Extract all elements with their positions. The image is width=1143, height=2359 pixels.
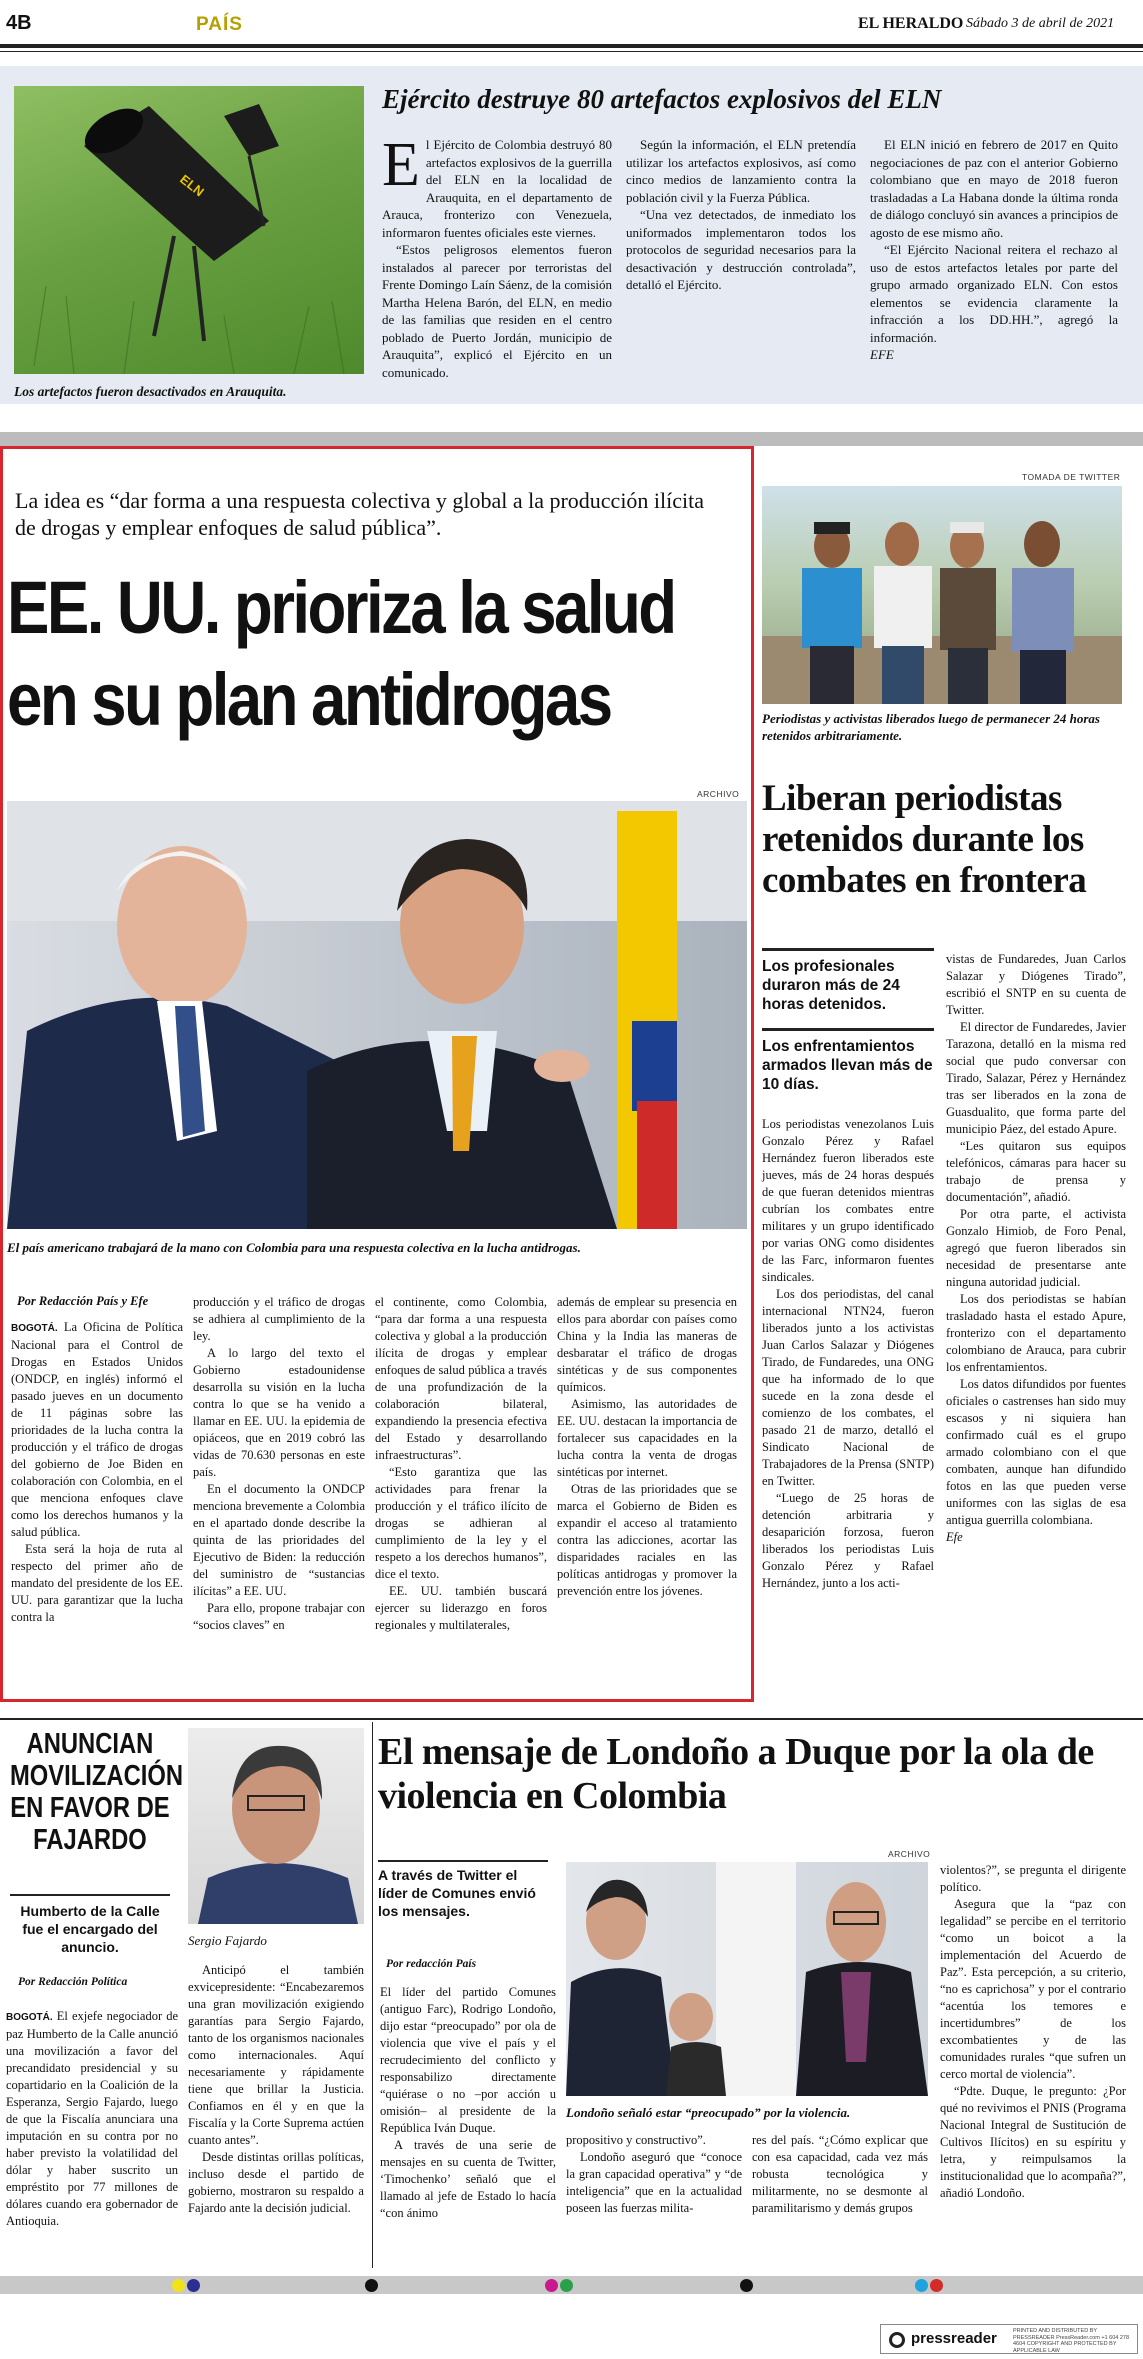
londono-story <box>378 1722 1138 2272</box>
dateline: BOGOTÁ. <box>6 2012 53 2023</box>
fajardo-headline: ANUNCIAN MOVILIZACIÓN EN FAVOR DE FAJARDO <box>10 1728 184 1856</box>
londono-subhead: A través de Twitter el líder de Comunes envió los mensajes. <box>378 1860 548 1920</box>
londono-byline: Por redacción País <box>386 1958 477 1970</box>
fajardo-photo-caption: Sergio Fajardo <box>188 1933 267 1948</box>
eln-column-2 <box>626 136 856 294</box>
paragraph: En el documento la ONDCP menciona brevemente a Colombia en el apartado donde describe la quinta de las prioridades del Ejecutivo de Biden: la reducción del suministro de “sustancias ilícitas” a EE. UU. <box>193 1482 365 1598</box>
paragraph: Asegura que la “paz con legalidad” se percibe en el territorio “como un boicot a la implementación del Acuerdo de Paz”. Esta percepción, a su criterio, “no es caprichosa” y por el contrario “acentúa los temores e incertidumbres” de los excombatientes y de las comunidades rurales “que sufren un cerco mortal de violencia”. <box>940 1897 1126 2081</box>
pressreader-logo-icon <box>889 2332 905 2348</box>
fajardo-column-2 <box>188 1962 364 2217</box>
londono-headline: El mensaje de Londoño a Duque por la ola de violencia en Colombia <box>378 1731 1094 1817</box>
paragraph: “Estos peligrosos elementos fueron instalados al parecer por terroristas del Frente Domingo Laín Sáenz, de la comisión Martha Helena Barón, del ELN, en medio de las familias que residen en el centro poblado de Puerto Jordán, municipio de Arauquita”, explicó el Ejército en un comunicado. <box>382 242 612 380</box>
newspaper-name: EL HERALDO <box>858 15 964 32</box>
paragraph: Anticipó el también exvicepresidente: “Encabezaremos una gran movilización exigiendo garantías para Sergio Fajardo, tanto de los organismos nacionales como internacionales. Aquí necesariamente y rápidamente tiene que brillar la Justicia. Confiamos en él y en que la Fiscalía y la Corte Suprema actúen cuanto antes”. <box>188 1963 364 2147</box>
journalists-story <box>762 446 1143 1702</box>
highlight-text: Los enfrentamientos armados llevan más de 10 días. <box>762 1038 933 1093</box>
drug-story <box>0 446 754 1702</box>
paragraph: Londoño aseguró que “conoce la gran capacidad operativa” y “de inteligencia” que en la actualidad poseen las fuerzas milita- <box>566 2150 742 2215</box>
registration-dot-blue <box>187 2279 200 2292</box>
paragraph: A través de una serie de mensajes en su cuenta de Twitter, ‘Timochenko’ señaló que el llamado al jefe de Estado lo hacía “con ánimo <box>380 2138 556 2220</box>
biden-duque-illustration <box>7 801 747 1229</box>
signature: Efe <box>946 1530 963 1544</box>
londono-column-3 <box>752 2132 928 2217</box>
biden-duque-photo <box>7 801 747 1229</box>
issue-date: Sábado 3 de abril de 2021 <box>966 16 1115 31</box>
bottom-section-rule <box>0 1718 1143 1720</box>
page-number: 4B <box>6 12 32 34</box>
registration-dot-yellow <box>172 2279 185 2292</box>
eln-story <box>0 66 1143 404</box>
paragraph: Otras de las prioridades que se marca el Gobierno de Biden es expandir el acceso al tratamiento contra las adicciones, acortar las disparidades raciales en las políticas antidrogas y promover la prevención entre los jóvenes. <box>557 1482 737 1598</box>
svg-text:ELN: ELN <box>177 171 207 200</box>
paragraph: Los dos periodistas, del canal internacional NTN24, fueron liberados junto a los activistas Juan Carlos Salazar y Diógenes Tirado, de Fundaredes, una ONG que ha informado de lo que sucede en la zona desde el comienzo de los combates, el pasado 21 de marzo, detalló el Sindicato Nacional de Trabajadores de la Prensa (SNTP) en Twitter. <box>762 1287 934 1488</box>
registration-dot-black <box>365 2279 378 2292</box>
drug-column-2 <box>193 1294 365 1634</box>
drug-column-4 <box>557 1294 737 1600</box>
paragraph: Los datos difundidos por fuentes oficiales o castrenses han sido muy escasos y ni siquiera han confirmado cuál es el grupo armado colombiano con el que combaten, aunque han difundido fotos en las que pueden verse uniformes con las siglas de esa antigua guerrilla colombiana. <box>946 1377 1126 1527</box>
header-rule-thick <box>0 44 1143 48</box>
pressreader-footer[interactable] <box>880 2324 1138 2354</box>
paragraph: el continente, como Colombia, “para dar forma a una respuesta colectiva y global a la producción ilícita de drogas y emplear enfoques de salud pública a través de una profundización de la colaboración bilateral, expandiendo la presencia efectiva del Estado y desarrollando infraestructuras”. <box>375 1295 547 1462</box>
eln-column-3 <box>870 136 1118 364</box>
registration-dot-cyan <box>915 2279 928 2292</box>
londono-column-4 <box>940 1862 1126 2202</box>
paragraph: Esta será la hoja de ruta al respecto del primer año de mandato del presidente de los EE. UU. para garantizar que la lucha contra la <box>11 1542 183 1624</box>
photo-credit: ARCHIVO <box>697 789 740 799</box>
paragraph: La Oficina de Política Nacional para el Control de Drogas en Estados Unidos (ONDCP, en inglés) informó el pasado jueves en un documento de 11 páginas sobre las prioridades de la lucha contra la producción y el tráfico de drogas del gobierno de Joe Biden en colaboración con Colombia, en el que menciona enfoques clave como los derechos humanos y la salud pública. <box>11 1320 184 1539</box>
paragraph: además de emplear su presencia en ellos para abordar con países como China y la India las maneras de desbaratar el tráfico de drogas sintéticas y de sus componentes químicos. <box>557 1295 737 1394</box>
highlight-text: Los profesionales duraron más de 24 horas detenidos. <box>762 958 900 1013</box>
londono-column-1 <box>380 1984 556 2222</box>
paragraph: “El Ejército Nacional reitera el rechazo al uso de estos artefactos letales por parte del grupo armado organizado ELN. Con estos elementos se evidencia claramente la infracción a los DD.HH.”, agregó la información. <box>870 242 1118 345</box>
eln-photo-caption: Los artefactos fueron desactivados en Arauquita. <box>14 384 287 399</box>
journalists-photo-caption: Periodistas y activistas liberados luego de permanecer 24 horas retenidos arbitrariamente. <box>762 711 1100 743</box>
meeting-illustration <box>566 1862 928 2096</box>
highlight-box-1 <box>762 948 934 1014</box>
photo-credit: ARCHIVO <box>888 1849 931 1859</box>
paragraph: El exjefe negociador de paz Humberto de la Calle anunció una movilización a favor del precandidato presidencial y su copartidario en la Coalición de la Esperanza, Sergio Fajardo, luego de que la Fiscalía anunciara una imputación en su contra por no haber previsto la volatilidad del dólar y haber suscrito un empréstito por 77 millones de dólares cuando era gobernador de Antioquia. <box>6 2009 179 2228</box>
page-header <box>0 0 1143 48</box>
paragraph: El ELN inició en febrero de 2017 en Quito negociaciones de paz con el anterior Gobierno colombiano que en mayo de 2018 fueron trasladadas a La Habana donde la última ronda de diálogo concluyó sin avances a principios de agosto de ese mismo año. <box>870 137 1119 240</box>
group-photo-illustration <box>762 486 1122 704</box>
pressreader-brand: pressreader <box>911 2330 997 2347</box>
highlight-box-2 <box>762 1028 934 1094</box>
paragraph: Por otra parte, el activista Gonzalo Himiob, de Foro Penal, agregó que fueron liberados sin necesidad de presentarse ante ninguna autoridad judicial. <box>946 1207 1126 1289</box>
drug-headline-line2: en su plan antidrogas <box>7 658 611 741</box>
dateline: BOGOTÁ. <box>11 1323 58 1334</box>
fajardo-portrait <box>188 1728 364 1924</box>
header-rule-thin <box>0 51 1143 52</box>
section-name: PAÍS <box>196 14 243 35</box>
journalists-headline: Liberan periodistas retenidos durante los combates en frontera <box>762 778 1087 901</box>
paragraph: “Luego de 25 horas de detención arbitraria y desaparición forzosa, fueron liberados los periodistas Luis Gonzalo Pérez y Rafael Hernández, junto a los acti- <box>762 1491 934 1590</box>
londono-photo-caption: Londoño señaló estar “preocupado” por la violencia. <box>566 2105 851 2120</box>
signature: EFE <box>870 347 894 362</box>
journalists-column-2 <box>946 951 1126 1546</box>
paragraph: “Esto garantiza que las actividades para frenar la producción y el tráfico ilícito de drogas se adhieran al cumplimiento de la ley y el respeto a los derechos humanos”, dice el texto. <box>375 1465 547 1581</box>
duque-londono-photo <box>566 1862 928 2096</box>
paragraph: res del país. “¿Cómo explicar que con esa capacidad, cada vez más robusta tecnológica y militarmente, no se desmonte al paramilitarismo y demás grupos <box>752 2133 928 2215</box>
drug-column-3 <box>375 1294 547 1634</box>
paragraph: Los periodistas venezolanos Luis Gonzalo Pérez y Rafael Hernández fueron liberados este jueves, más de 24 horas después de que fueran detenidos mientras cubrían los combates entre militares y un grupo identificado por varias ONG como disidentes de las Farc, informaron fuentes sindicales. <box>762 1117 934 1284</box>
registration-dot-black <box>740 2279 753 2292</box>
paragraph: violentos?”, se pregunta el dirigente político. <box>940 1863 1126 1894</box>
explosives-photo <box>14 86 364 374</box>
fajardo-byline: Por Redacción Política <box>18 1976 128 1988</box>
paragraph: “Pdte. Duque, le pregunto: ¿Por qué no revivimos el PNIS (Programa Nacional Integral de Sustitución de Cultivos Ilícitos) en su espíritu y letra, y reimpulsamos la institucionalidad que lo acompaña?”, añadió Londoño. <box>940 2084 1126 2200</box>
journalists-photo <box>762 486 1122 704</box>
pressreader-fine-print: PRINTED AND DISTRIBUTED BY PRESSREADER PressReader.com +1 604 278 4604 COPYRIGHT AND PROTECTED BY APPLICABLE LAW <box>1013 2328 1130 2354</box>
eln-column-1 <box>382 131 612 381</box>
section-divider <box>0 432 1143 446</box>
paragraph: propositivo y constructivo”. <box>566 2133 706 2147</box>
paragraph: El director de Fundaredes, Javier Tarazona, detalló en la misma red social que pudo conversar con Tirado, Salazar, Pérez y Hernández tras ser liberados en la zona de Guasdualito, que forma parte del municipio Páez, del estado Apure. <box>946 1020 1126 1136</box>
paragraph: Asimismo, las autoridades de EE. UU. destacan la importancia de fortalecer sus capacidades en la lucha contra la venta de drogas sintéticas por internet. <box>557 1397 737 1479</box>
paragraph: Los dos periodistas se habían trasladado hasta el estado Apure, fronterizo con el departamento colombiano de Arauca, para cubrir los enfrentamientos. <box>946 1292 1126 1374</box>
paragraph: A lo largo del texto el Gobierno estadounidense desarrolla su visión en la lucha contra lo que se ha venido a llamar en EE. UU. la epidemia de opiáceos, que en 2019 cobró las vidas de 70.630 personas en este país. <box>193 1346 365 1479</box>
drug-column-1 <box>11 1319 183 1626</box>
fajardo-story <box>0 1722 370 2272</box>
paragraph: Para ello, propone trabajar con “socios claves” en <box>193 1601 365 1632</box>
paragraph: producción y el tráfico de drogas se adhiera al cumplimiento de la ley. <box>193 1295 365 1343</box>
paragraph: Desde distintas orillas políticas, incluso desde el partido de gobierno, mostraron su respaldo a Fajardo ante la decisión judicial. <box>188 2150 364 2215</box>
paragraph: vistas de Fundaredes, Juan Carlos Salazar y Diógenes Tirado”, escribió el SNTP en su cuenta de Twitter. <box>946 952 1126 1017</box>
paragraph: Según la información, el ELN pretendía utilizar los artefactos explosivos, así como cinco medios de lanzamiento contra la población civil y la Fuerza Pública. <box>626 137 856 205</box>
paragraph: “Una vez detectados, de inmediato los uniformados implementaron todos los protocolos de seguridad necesarios para la desactivación y destrucción controlada”, detalló el Ejército. <box>626 207 856 292</box>
journalists-column-1 <box>762 1116 934 1592</box>
drug-byline: Por Redacción País y Efe <box>17 1294 149 1308</box>
registration-dot-magenta <box>545 2279 558 2292</box>
registration-dot-green <box>560 2279 573 2292</box>
dropcap: E <box>382 131 420 199</box>
drug-kicker: La idea es “dar forma a una respuesta colectiva y global a la producción ilícita de drogas y emplear enfoques de salud pública”. <box>15 488 705 540</box>
paragraph: l Ejército de Colombia destruyó 80 artefactos explosivos de la guerrilla del ELN en la localidad de Arauquita, en el departamento de Arauca, fronterizo con Venezuela, informaron fuentes oficiales este viernes. <box>382 137 612 240</box>
photo-credit: TOMADA DE TWITTER <box>1022 472 1121 482</box>
eln-headline: Ejército destruye 80 artefactos explosivos del ELN <box>382 84 942 114</box>
column-divider <box>372 1722 373 2268</box>
fajardo-column-1 <box>6 2008 178 2230</box>
drug-photo-caption: El país americano trabajará de la mano con Colombia para una respuesta colectiva en la lucha antidrogas. <box>7 1240 581 1255</box>
drug-headline-line1: EE. UU. prioriza la salud <box>7 566 675 649</box>
paragraph: El líder del partido Comunes (antiguo Farc), Rodrigo Londoño, dijo estar “preocupado” por ola de violencia que vive el país y el recrudecimiento del conflicto y responsabilizo directamente “quiérase o no –por acción u omisión– al presidente de la República Iván Duque. <box>380 1985 556 2135</box>
fajardo-photo <box>188 1728 364 1924</box>
registration-dot-red <box>930 2279 943 2292</box>
londono-column-2 <box>566 2132 742 2217</box>
explosive-device-illustration <box>14 86 364 374</box>
paragraph: “Les quitaron sus equipos telefónicos, cámaras para hacer su trabajo de prensa y documentación”, añadió. <box>946 1139 1126 1204</box>
paragraph: EE. UU. también buscará ejercer su liderazgo en foros regionales y multilaterales, <box>375 1584 547 1632</box>
fajardo-subhead: Humberto de la Calle fue el encargado del anuncio. <box>10 1894 170 1956</box>
